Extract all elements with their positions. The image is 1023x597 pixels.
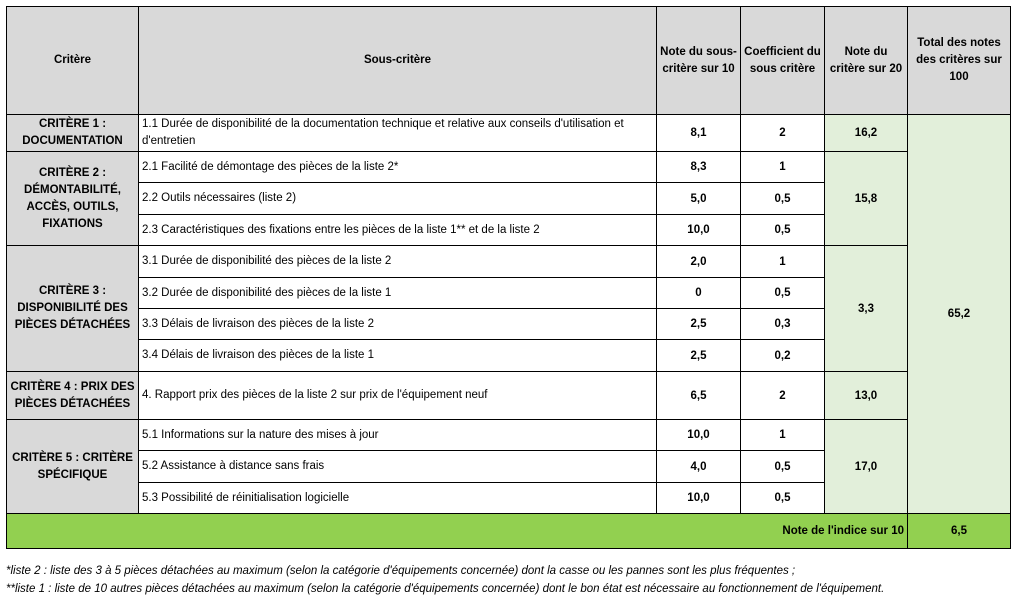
subcriterion-coefficient: 0,5 <box>741 451 825 483</box>
subcriterion-label: 3.1 Durée de disponibilité des pièces de la liste 2 <box>139 246 657 278</box>
subcriterion-note: 6,5 <box>657 372 741 420</box>
criterion-label: CRITÈRE 1 : DOCUMENTATION <box>7 115 139 152</box>
subcriterion-coefficient: 2 <box>741 372 825 420</box>
subcriterion-coefficient: 0,5 <box>741 215 825 246</box>
header-sous-critere: Sous-critère <box>139 7 657 115</box>
subcriterion-note: 4,0 <box>657 451 741 483</box>
criterion-note20: 3,3 <box>825 246 908 372</box>
subcriterion-note: 8,3 <box>657 152 741 183</box>
table-row <box>7 246 1011 278</box>
subcriterion-coefficient: 0,3 <box>741 309 825 340</box>
total-notes-100: 65,2 <box>908 115 1011 514</box>
subcriterion-note: 10,0 <box>657 215 741 246</box>
table-row <box>7 372 1011 420</box>
subcriterion-note: 2,5 <box>657 309 741 340</box>
table-row <box>7 115 1011 152</box>
final-score-value: 6,5 <box>908 514 1011 549</box>
criterion-label: CRITÈRE 5 : CRITÈRE SPÉCIFIQUE <box>7 420 139 514</box>
header-coefficient: Coefficient du sous critère <box>741 7 825 115</box>
subcriterion-note: 8,1 <box>657 115 741 152</box>
subcriterion-label: 1.1 Durée de disponibilité de la documentation technique et relative aux conseils d'utilisation et d'entretien <box>139 115 657 152</box>
final-score-row <box>7 514 1011 549</box>
subcriterion-coefficient: 1 <box>741 152 825 183</box>
header-row <box>7 7 1011 115</box>
subcriterion-note: 10,0 <box>657 483 741 514</box>
subcriterion-note: 10,0 <box>657 420 741 451</box>
criterion-note20: 17,0 <box>825 420 908 514</box>
subcriterion-label: 3.3 Délais de livraison des pièces de la liste 2 <box>139 309 657 340</box>
criterion-note20: 16,2 <box>825 115 908 152</box>
criterion-label: CRITÈRE 4 : PRIX DES PIÈCES DÉTACHÉES <box>7 372 139 420</box>
criterion-note20: 13,0 <box>825 372 908 420</box>
criterion-label: CRITÈRE 3 : DISPONIBILITÉ DES PIÈCES DÉTACHÉES <box>7 246 139 372</box>
subcriterion-label: 5.3 Possibilité de réinitialisation logicielle <box>139 483 657 514</box>
subcriterion-note: 0 <box>657 278 741 309</box>
criterion-label: CRITÈRE 2 : DÉMONTABILITÉ, ACCÈS, OUTILS, FIXATIONS <box>7 152 139 246</box>
table-row <box>7 152 1011 183</box>
subcriterion-label: 5.2 Assistance à distance sans frais <box>139 451 657 483</box>
subcriterion-coefficient: 0,5 <box>741 183 825 215</box>
subcriterion-label: 3.4 Délais de livraison des pièces de la liste 1 <box>139 340 657 372</box>
subcriterion-note: 2,0 <box>657 246 741 278</box>
footnote-liste-1: **liste 1 : liste de 10 autres pièces détachées au maximum (selon la catégorie d'équipements concernée) dont le bon état est nécessaire au fonctionnement de l'équipement. <box>6 583 885 595</box>
header-total: Total des notes des critères sur 100 <box>908 7 1011 115</box>
score-table <box>6 6 1011 549</box>
header-note-sous: Note du sous-critère sur 10 <box>657 7 741 115</box>
subcriterion-coefficient: 0,2 <box>741 340 825 372</box>
subcriterion-coefficient: 1 <box>741 246 825 278</box>
subcriterion-label: 2.1 Facilité de démontage des pièces de la liste 2* <box>139 152 657 183</box>
subcriterion-label: 3.2 Durée de disponibilité des pièces de la liste 1 <box>139 278 657 309</box>
table-row <box>7 420 1011 451</box>
final-score-label: Note de l'indice sur 10 <box>7 514 908 549</box>
subcriterion-label: 2.3 Caractéristiques des fixations entre les pièces de la liste 1** et de la liste 2 <box>139 215 657 246</box>
footnote-liste-2: *liste 2 : liste des 3 à 5 pièces détachées au maximum (selon la catégorie d'équipements concernée) dont la casse ou les pannes sont les plus fréquentes ; <box>6 565 796 577</box>
subcriterion-coefficient: 0,5 <box>741 278 825 309</box>
subcriterion-note: 2,5 <box>657 340 741 372</box>
criterion-note20: 15,8 <box>825 152 908 246</box>
subcriterion-coefficient: 0,5 <box>741 483 825 514</box>
header-critere: Critère <box>7 7 139 115</box>
subcriterion-label: 2.2 Outils nécessaires (liste 2) <box>139 183 657 215</box>
subcriterion-note: 5,0 <box>657 183 741 215</box>
subcriterion-label: 5.1 Informations sur la nature des mises à jour <box>139 420 657 451</box>
subcriterion-coefficient: 2 <box>741 115 825 152</box>
header-note-critere: Note du critère sur 20 <box>825 7 908 115</box>
subcriterion-coefficient: 1 <box>741 420 825 451</box>
subcriterion-label: 4. Rapport prix des pièces de la liste 2 sur prix de l'équipement neuf <box>139 372 657 420</box>
